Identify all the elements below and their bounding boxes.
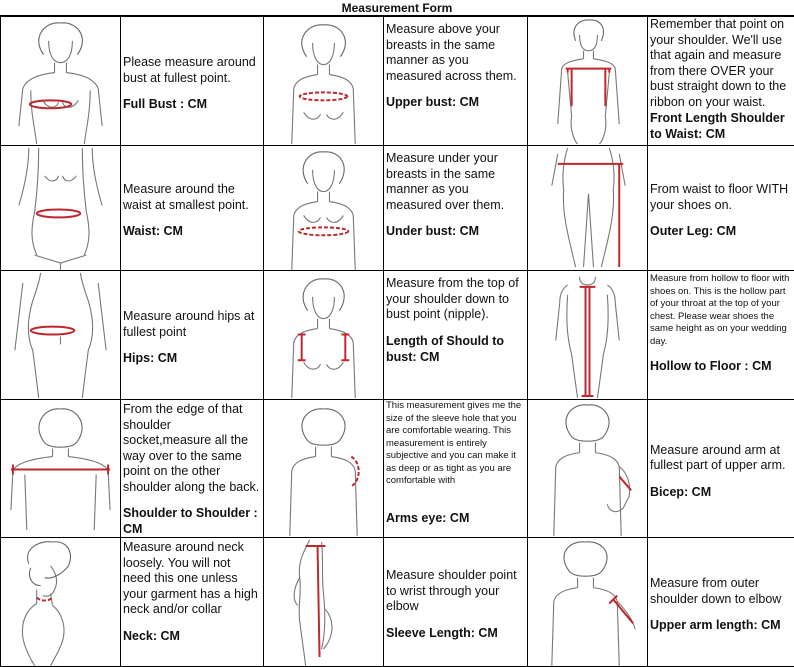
table-row xyxy=(1,538,794,667)
waist-label: Waist: CM xyxy=(123,223,261,239)
upper-bust-label: Upper bust: CM xyxy=(386,94,525,110)
upper-bust-description: Measure above your breasts in the same manner as you measured across them. xyxy=(386,22,525,84)
sleeve-length-description: Measure shoulder point to wrist through your elbow xyxy=(386,568,525,615)
arms-eye-figure-icon xyxy=(264,400,384,538)
upper-arm-length-figure-icon xyxy=(528,538,648,667)
hollow-to-floor-label: Hollow to Floor : CM xyxy=(650,358,792,374)
shoulder-to-shoulder-label: Shoulder to Shoulder : CM xyxy=(123,505,261,537)
shoulder-to-bust-label: Length of Should to bust: CM xyxy=(386,333,525,365)
form-title: Measurement Form xyxy=(0,0,794,16)
measurement-table xyxy=(0,16,794,667)
shoulder-to-bust-description: Measure from the top of your shoulder down to bust point (nipple). xyxy=(386,276,525,323)
bicep-description: Measure around arm at fullest part of upper arm. xyxy=(650,443,792,474)
table-row xyxy=(1,146,794,271)
arms-eye-label: Arms eye: CM xyxy=(386,510,525,526)
full-bust-description: Please measure around bust at fullest point. xyxy=(123,55,261,86)
front-length-label: Front Length Shoulder to Waist: CM xyxy=(650,110,792,142)
hips-figure-icon xyxy=(1,271,121,400)
outer-leg-label: Outer Leg: CM xyxy=(650,223,792,239)
neck-description: Measure around neck loosely. You will not need this one unless your garment has a high neck and/or collar xyxy=(123,540,261,618)
bicep-figure-icon xyxy=(528,400,648,538)
upper-arm-length-label: Upper arm length: CM xyxy=(650,617,792,633)
table-row xyxy=(1,271,794,400)
under-bust-description: Measure under your breasts in the same manner as you measured over them. xyxy=(386,151,525,213)
table-row xyxy=(1,400,794,538)
full-bust-figure-icon xyxy=(1,17,121,146)
shoulder-to-bust-figure-icon xyxy=(264,271,384,400)
waist-description: Measure around the waist at smallest point. xyxy=(123,182,261,213)
under-bust-label: Under bust: CM xyxy=(386,223,525,239)
outer-leg-description: From waist to floor WITH your shoes on. xyxy=(650,182,792,213)
neck-figure-icon xyxy=(1,538,121,667)
waist-figure-icon xyxy=(1,146,121,271)
arms-eye-description: This measurement gives me the size of the sleeve hole that you are comfortable wearing. This measurement is entirely subjective and you can make it as deep or as tight as you are comfortable with xyxy=(386,400,525,488)
table-row xyxy=(1,17,794,146)
hollow-to-floor-figure-icon xyxy=(528,271,648,400)
sleeve-length-label: Sleeve Length: CM xyxy=(386,625,525,641)
upper-bust-figure-icon xyxy=(264,17,384,146)
shoulder-to-shoulder-figure-icon xyxy=(1,400,121,538)
shoulder-to-shoulder-description: From the edge of that shoulder socket,measure all the way over to the same point on the other shoulder along the back. xyxy=(123,402,261,495)
hips-label: Hips: CM xyxy=(123,350,261,366)
front-length-figure-icon xyxy=(528,17,648,146)
bicep-label: Bicep: CM xyxy=(650,484,792,500)
neck-label: Neck: CM xyxy=(123,628,261,644)
upper-arm-length-description: Measure from outer shoulder down to elbow xyxy=(650,576,792,607)
sleeve-length-figure-icon xyxy=(264,538,384,667)
full-bust-label: Full Bust : CM xyxy=(123,96,261,112)
under-bust-figure-icon xyxy=(264,146,384,271)
outer-leg-figure-icon xyxy=(528,146,648,271)
front-length-description: Remember that point on your shoulder. We'll use that again and measure from there OVER your bust straight down to the ribbon on your waist. xyxy=(650,17,792,110)
hollow-to-floor-description: Measure from hollow to floor with shoes on. This is the hollow part of your throat at the top of your chest. Please wear shoes the same height as on your wedding day. xyxy=(650,273,792,348)
hips-description: Measure around hips at fullest point xyxy=(123,309,261,340)
